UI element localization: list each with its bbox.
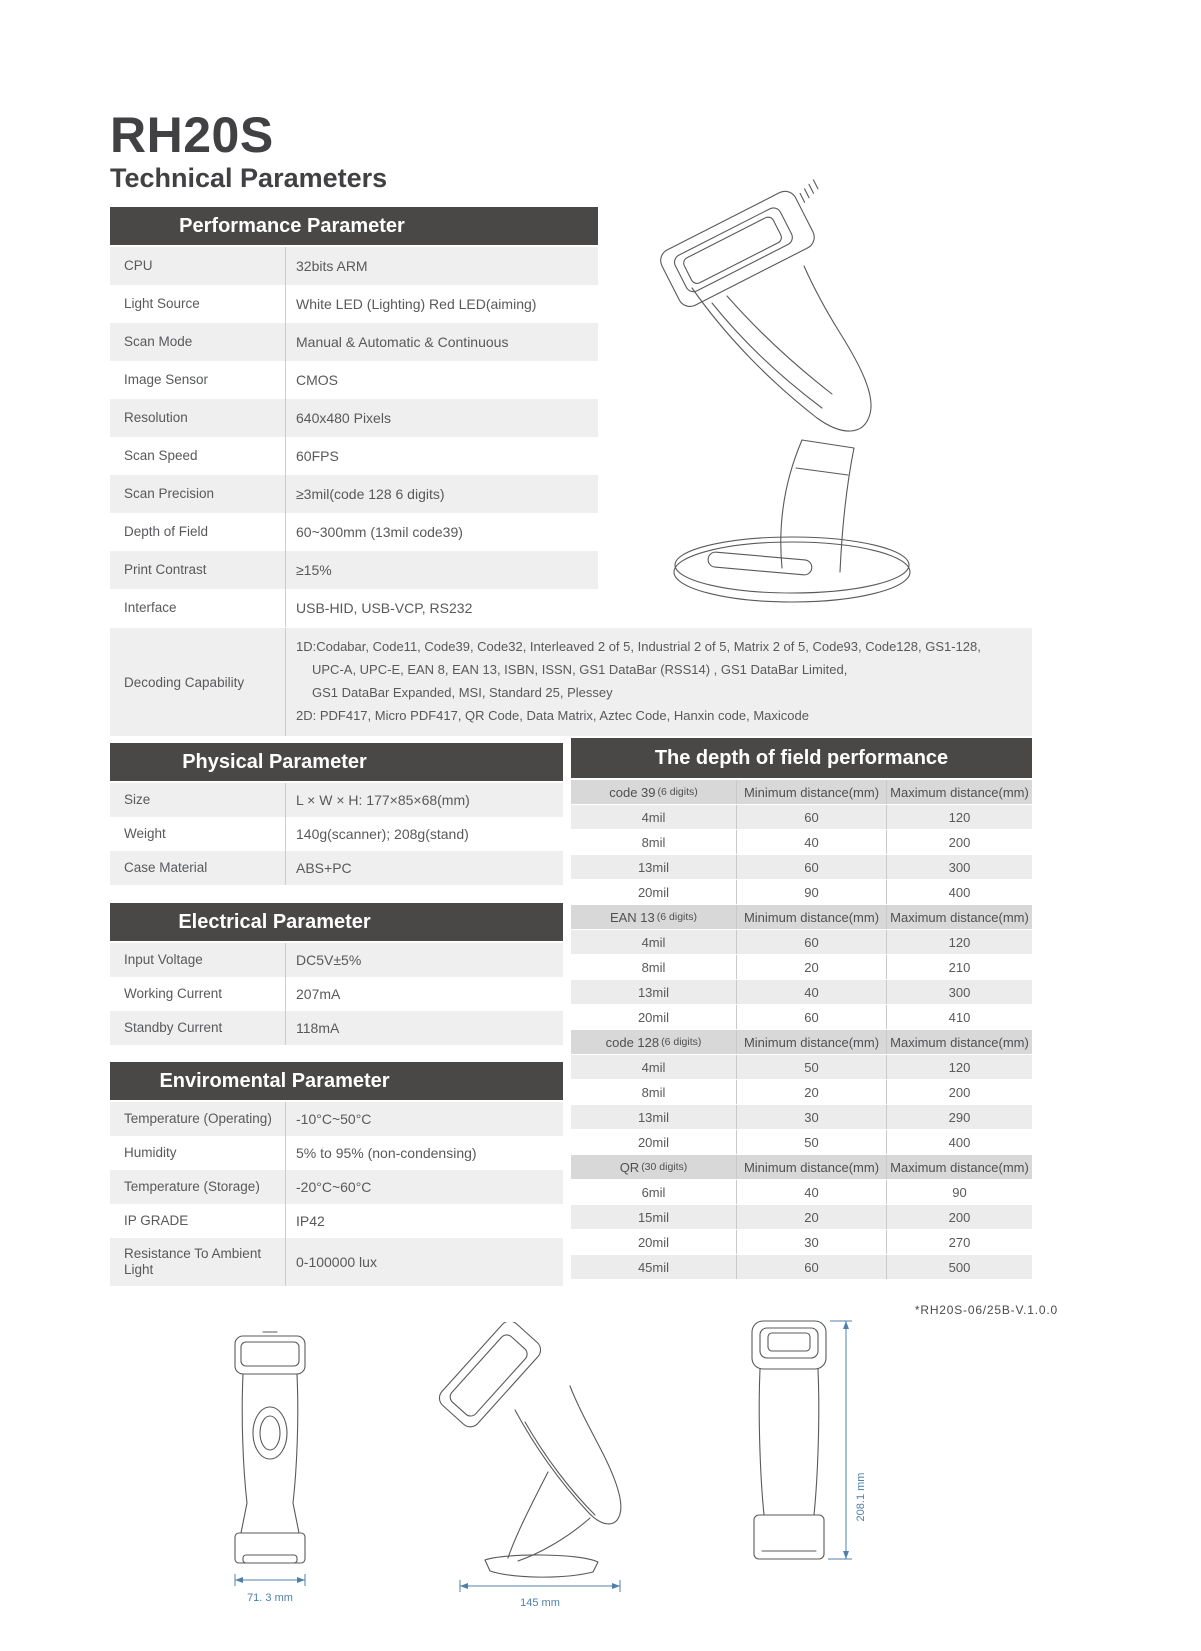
electrical-parameter-header xyxy=(110,903,563,941)
dof-max-value: 290 xyxy=(948,1109,971,1125)
spec-row xyxy=(110,361,598,399)
environmental-parameter-table xyxy=(110,1102,563,1286)
environmental-parameter-title: Enviromental Parameter xyxy=(159,1069,390,1092)
front-view-drawing xyxy=(205,1328,335,1613)
spec-value: DC5V±5% xyxy=(296,952,362,968)
dof-max-header: Maximum distance(mm) xyxy=(890,909,1029,925)
spec-label: Resolution xyxy=(110,399,286,437)
dof-max-value: 200 xyxy=(948,1209,971,1225)
rear-view-drawing xyxy=(728,1315,878,1615)
spec-label: Interface xyxy=(110,589,286,627)
dof-data-row xyxy=(571,930,1032,955)
performance-parameter-table xyxy=(110,247,598,627)
spec-value: ABS+PC xyxy=(296,860,352,876)
spec-label: IP GRADE xyxy=(110,1204,286,1238)
dof-data-row xyxy=(571,1080,1032,1105)
spec-value: White LED (Lighting) Red LED(aiming) xyxy=(296,296,537,312)
dof-max-header: Maximum distance(mm) xyxy=(890,1034,1029,1050)
spec-row xyxy=(110,943,563,977)
spec-value: 140g(scanner); 208g(stand) xyxy=(296,826,469,842)
spec-row xyxy=(110,551,598,589)
decoding-capability-line: 1D:Codabar, Code11, Code39, Code32, Interleaved 2 of 5, Industrial 2 of 5, Matrix 2 of 5, Code93, Code128, GS1-128, xyxy=(296,639,981,654)
spec-row xyxy=(110,1204,563,1238)
spec-value: -20°C~60°C xyxy=(296,1179,372,1195)
spec-label: Temperature (Operating) xyxy=(110,1102,286,1136)
dof-max-value: 90 xyxy=(952,1184,967,1200)
dof-min-header: Minimum distance(mm) xyxy=(737,1155,887,1179)
dof-data-row xyxy=(571,955,1032,980)
dof-data-row xyxy=(571,1055,1032,1080)
dof-mil-value: 6mil xyxy=(571,1180,737,1204)
dof-max-value: 120 xyxy=(948,934,971,950)
dof-max-value: 300 xyxy=(948,859,971,875)
dof-mil-value: 8mil xyxy=(571,1080,737,1104)
side-depth-label: 145 mm xyxy=(520,1597,560,1609)
dof-mil-value: 13mil xyxy=(571,855,737,879)
dof-max-value: 500 xyxy=(948,1259,971,1275)
spec-row xyxy=(110,1011,563,1045)
spec-label: Size xyxy=(110,783,286,817)
dof-mil-value: 45mil xyxy=(571,1255,737,1279)
spec-label: Print Contrast xyxy=(110,551,286,589)
spec-value: IP42 xyxy=(296,1213,325,1229)
dof-mil-value: 20mil xyxy=(571,1005,737,1029)
dof-section-name: EAN 13 (6 digits) xyxy=(571,905,737,929)
depth-of-field-table xyxy=(571,780,1032,1280)
spec-row xyxy=(110,475,598,513)
dof-data-row xyxy=(571,1180,1032,1205)
spec-label: Light Source xyxy=(110,285,286,323)
dof-data-row xyxy=(571,980,1032,1005)
spec-value: USB-HID, USB-VCP, RS232 xyxy=(296,600,473,616)
dof-section-header xyxy=(571,1030,1032,1055)
dof-section-header xyxy=(571,905,1032,930)
spec-value: ≥3mil(code 128 6 digits) xyxy=(296,486,445,502)
spec-label: Weight xyxy=(110,817,286,851)
dof-min-value: 40 xyxy=(737,830,887,854)
dof-data-row xyxy=(571,1205,1032,1230)
dof-mil-value: 20mil xyxy=(571,1230,737,1254)
spec-row xyxy=(110,1136,563,1170)
dof-min-value: 40 xyxy=(737,980,887,1004)
dof-section-name: code 128 (6 digits) xyxy=(571,1030,737,1054)
spec-value: ≥15% xyxy=(296,562,332,578)
spec-row xyxy=(110,513,598,551)
dof-min-value: 20 xyxy=(737,1080,887,1104)
spec-label: Image Sensor xyxy=(110,361,286,399)
dof-section-name: QR (30 digits) xyxy=(571,1155,737,1179)
spec-value: 0-100000 lux xyxy=(296,1254,377,1270)
spec-label: Humidity xyxy=(110,1136,286,1170)
spec-label: Temperature (Storage) xyxy=(110,1170,286,1204)
rear-height-dimension xyxy=(828,1321,867,1559)
dof-mil-value: 4mil xyxy=(571,930,737,954)
depth-of-field-header xyxy=(571,738,1032,778)
dof-min-value: 50 xyxy=(737,1055,887,1079)
spec-value: 60~300mm (13mil code39) xyxy=(296,524,463,540)
dof-mil-value: 20mil xyxy=(571,880,737,904)
dof-min-value: 60 xyxy=(737,1255,887,1279)
dof-min-header: Minimum distance(mm) xyxy=(737,780,887,804)
spec-value: -10°C~50°C xyxy=(296,1111,372,1127)
dof-min-header: Minimum distance(mm) xyxy=(737,905,887,929)
dof-max-value: 200 xyxy=(948,834,971,850)
spec-value: CMOS xyxy=(296,372,338,388)
dof-mil-value: 4mil xyxy=(571,1055,737,1079)
dof-min-value: 30 xyxy=(737,1230,887,1254)
spec-row xyxy=(110,783,563,817)
dof-data-row xyxy=(571,1105,1032,1130)
decoding-capability-line: GS1 DataBar Expanded, MSI, Standard 25, Plessey xyxy=(312,685,613,700)
page-subtitle: Technical Parameters xyxy=(110,163,388,193)
spec-value: 60FPS xyxy=(296,448,339,464)
spec-label: Working Current xyxy=(110,977,286,1011)
dof-max-header: Maximum distance(mm) xyxy=(890,1159,1029,1175)
dof-mil-value: 13mil xyxy=(571,980,737,1004)
front-width-dimension xyxy=(235,1574,305,1604)
spec-label: Resistance To Ambient Light xyxy=(110,1238,286,1286)
decoding-capability-line: UPC-A, UPC-E, EAN 8, EAN 13, ISBN, ISSN, GS1 DataBar (RSS14) , GS1 DataBar Limited, xyxy=(312,662,848,677)
spec-row xyxy=(110,851,563,885)
spec-row xyxy=(110,285,598,323)
dof-min-value: 90 xyxy=(737,880,887,904)
dof-section-header xyxy=(571,1155,1032,1180)
dof-max-header: Maximum distance(mm) xyxy=(890,784,1029,800)
decoding-capability-line: 2D: PDF417, Micro PDF417, QR Code, Data Matrix, Aztec Code, Hanxin code, Maxicode xyxy=(296,708,809,723)
dof-min-value: 60 xyxy=(737,930,887,954)
dof-mil-value: 4mil xyxy=(571,805,737,829)
decoding-capability-value xyxy=(286,628,1032,736)
electrical-parameter-title: Electrical Parameter xyxy=(178,910,371,933)
dof-min-header: Minimum distance(mm) xyxy=(737,1030,887,1054)
side-depth-dimension xyxy=(460,1580,620,1609)
spec-row xyxy=(110,589,598,627)
spec-value: 32bits ARM xyxy=(296,258,368,274)
spec-value: 640x480 Pixels xyxy=(296,410,391,426)
dof-mil-value: 15mil xyxy=(571,1205,737,1229)
spec-label: Input Voltage xyxy=(110,943,286,977)
spec-row xyxy=(110,247,598,285)
dof-min-value: 30 xyxy=(737,1105,887,1129)
version-note: *RH20S-06/25B-V.1.0.0 xyxy=(914,1303,1058,1317)
spec-value: L × W × H: 177×85×68(mm) xyxy=(296,792,470,808)
dof-min-value: 60 xyxy=(737,805,887,829)
dof-data-row xyxy=(571,1255,1032,1280)
dof-section-name: code 39 (6 digits) xyxy=(571,780,737,804)
spec-value: 118mA xyxy=(296,1020,340,1036)
dof-min-value: 20 xyxy=(737,955,887,979)
spec-value: 207mA xyxy=(296,986,341,1002)
spec-label: Scan Speed xyxy=(110,437,286,475)
front-width-label: 71. 3 mm xyxy=(247,1592,293,1604)
physical-parameter-header xyxy=(110,743,563,781)
spec-value: Manual & Automatic & Continuous xyxy=(296,334,509,350)
dof-max-value: 120 xyxy=(948,809,971,825)
spec-label: Scan Precision xyxy=(110,475,286,513)
dof-data-row xyxy=(571,880,1032,905)
spec-row xyxy=(110,1170,563,1204)
dof-min-value: 50 xyxy=(737,1130,887,1154)
dof-min-value: 20 xyxy=(737,1205,887,1229)
dof-max-value: 410 xyxy=(948,1009,971,1025)
spec-label: Depth of Field xyxy=(110,513,286,551)
spec-label: Standby Current xyxy=(110,1011,286,1045)
spec-label: Scan Mode xyxy=(110,323,286,361)
dof-data-row xyxy=(571,855,1032,880)
dof-min-value: 40 xyxy=(737,1180,887,1204)
dof-data-row xyxy=(571,1230,1032,1255)
spec-row xyxy=(110,1238,563,1286)
depth-of-field-title: The depth of field performance xyxy=(654,746,949,769)
performance-parameter-header xyxy=(110,207,598,245)
dof-min-value: 60 xyxy=(737,1005,887,1029)
dof-max-value: 400 xyxy=(948,1134,971,1150)
environmental-parameter-header xyxy=(110,1062,563,1100)
dof-mil-value: 20mil xyxy=(571,1130,737,1154)
spec-label: Case Material xyxy=(110,851,286,885)
dof-max-value: 210 xyxy=(948,959,971,975)
dof-mil-value: 8mil xyxy=(571,955,737,979)
dof-data-row xyxy=(571,830,1032,855)
spec-row xyxy=(110,437,598,475)
electrical-parameter-table xyxy=(110,943,563,1045)
decoding-capability-row xyxy=(110,628,1032,736)
spec-row xyxy=(110,323,598,361)
scanner-stand-illustration xyxy=(632,168,962,628)
physical-parameter-table xyxy=(110,783,563,885)
dof-max-value: 200 xyxy=(948,1084,971,1100)
dof-section-header xyxy=(571,780,1032,805)
rear-height-label: 208.1 mm xyxy=(855,1472,867,1522)
page-title: RH20S xyxy=(110,107,274,163)
performance-parameter-title: Performance Parameter xyxy=(179,214,405,237)
spec-row xyxy=(110,399,598,437)
side-view-drawing xyxy=(430,1322,650,1612)
dof-data-row xyxy=(571,1005,1032,1030)
spec-row xyxy=(110,977,563,1011)
dof-mil-value: 13mil xyxy=(571,1105,737,1129)
dof-max-value: 400 xyxy=(948,884,971,900)
spec-row xyxy=(110,1102,563,1136)
dof-max-value: 300 xyxy=(948,984,971,1000)
spec-row xyxy=(110,817,563,851)
spec-value: 5% to 95% (non-condensing) xyxy=(296,1145,477,1161)
dof-data-row xyxy=(571,1130,1032,1155)
dof-max-value: 120 xyxy=(948,1059,971,1075)
dof-max-value: 270 xyxy=(948,1234,971,1250)
physical-parameter-title: Physical Parameter xyxy=(182,750,367,773)
dof-data-row xyxy=(571,805,1032,830)
dof-mil-value: 8mil xyxy=(571,830,737,854)
decoding-capability-label: Decoding Capability xyxy=(110,628,286,736)
spec-label: CPU xyxy=(110,247,286,285)
dof-min-value: 60 xyxy=(737,855,887,879)
